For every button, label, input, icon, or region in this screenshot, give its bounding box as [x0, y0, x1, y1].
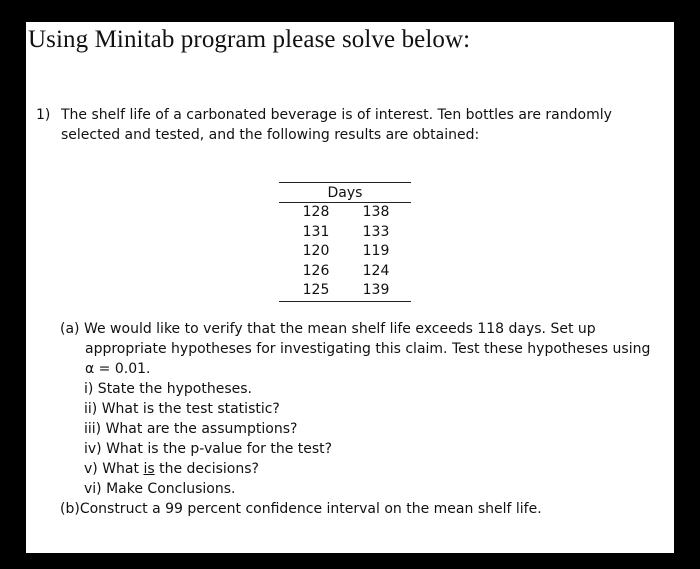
- list-item: [60, 459, 670, 479]
- list-item: ii) What is the test statistic?: [84, 401, 280, 417]
- part-a-line: appropriate hypotheses for investigating this claim. Test these hypotheses using: [85, 341, 651, 357]
- table-cell: 125: [302, 282, 330, 298]
- list-item: iii) What are the assumptions?: [84, 421, 298, 437]
- list-item: vi) Make Conclusions.: [84, 481, 236, 497]
- table-row: [279, 262, 411, 282]
- list-item-suffix: the decisions?: [154, 461, 259, 477]
- table-cell: 131: [302, 223, 330, 240]
- table-cell: 128: [302, 204, 330, 220]
- table-cell: 139: [362, 282, 390, 298]
- part-b-text: Construct a 99 percent confidence interval on the mean shelf life.: [79, 501, 542, 517]
- list-item: i) State the hypotheses.: [84, 381, 252, 397]
- table-cell: 138: [362, 204, 390, 220]
- table-cell: 120: [302, 243, 330, 259]
- page-title: Using Minitab program please solve below:: [28, 26, 471, 53]
- table-cell: 119: [362, 243, 390, 259]
- table-row: [279, 242, 411, 262]
- table-cell: 133: [362, 223, 390, 240]
- part-a-first-line: [60, 319, 670, 339]
- document-page: [26, 22, 674, 553]
- table-cell: 124: [362, 262, 390, 279]
- list-item-prefix: v) What: [84, 461, 144, 477]
- underlined-word: is: [143, 461, 155, 477]
- table-row: [279, 203, 411, 223]
- list-item: iv) What is the p-value for the test?: [84, 441, 333, 457]
- part-a-label: (a): [60, 321, 80, 337]
- table-header: Days: [279, 183, 411, 203]
- days-table: [279, 182, 411, 302]
- part-b: [60, 499, 670, 519]
- question-number: 1): [36, 107, 51, 123]
- part-a-line: We would like to verify that the mean shelf life exceeds 118 days. Set up: [83, 321, 596, 337]
- question-line: selected and tested, and the following results are obtained:: [61, 127, 480, 143]
- table-row: [279, 223, 411, 243]
- part-b-label: (b): [60, 501, 80, 517]
- part-a: [60, 319, 670, 519]
- table-cell: 126: [302, 262, 330, 279]
- table-row: [279, 281, 411, 301]
- alpha-line: α = 0.01.: [85, 361, 151, 377]
- question-text: [61, 105, 661, 145]
- question-line: The shelf life of a carbonated beverage is of interest. Ten bottles are randomly: [61, 107, 612, 123]
